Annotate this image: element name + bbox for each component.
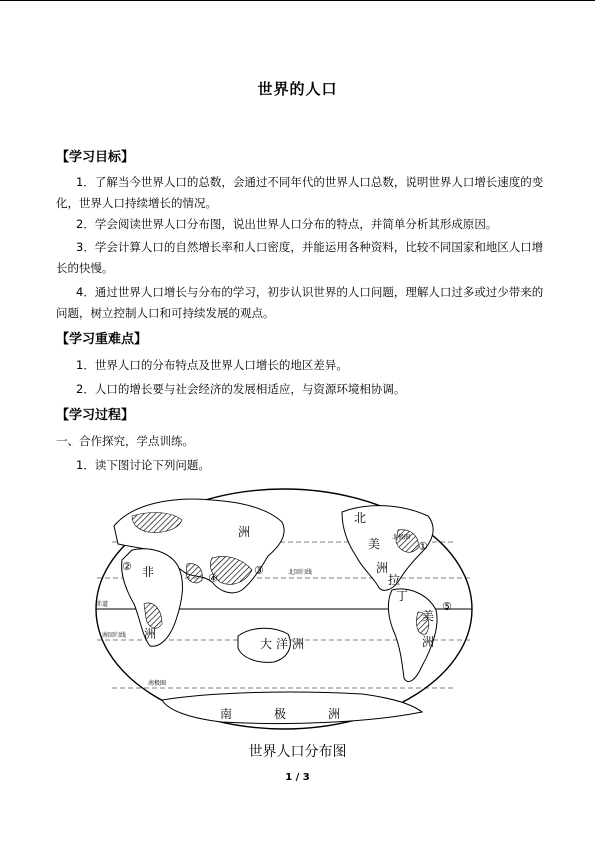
label-tropic-north: 北回归线 [288,569,313,576]
goal-4: 4．通过世界人口增长与分布的学习，初步认识世界的人口问题，理解人口过多或过少带来的问题，树立控制人口和可持续发展的观点。 [56,285,544,320]
section-process: 【学习过程】 [56,408,135,423]
page-title: 世界的人口 [257,80,338,98]
marker-5: ⑤ [442,600,452,613]
marker-4: ④ [208,572,218,585]
label-yang: 洋 [276,637,289,651]
marker-1: ① [418,540,428,553]
label-asia-zhou: 洲 [238,525,251,539]
marker-2: ② [122,560,132,573]
map-caption: 世界人口分布图 [248,744,347,760]
world-population-map [92,486,476,732]
label-tropic-south: 南回归线 [102,632,127,639]
label-equator: 赤道 [96,601,109,608]
label-antarctic: 南极圈 [148,680,167,687]
label-africa: 非 [142,565,155,579]
label-an-zhou: 洲 [328,707,341,721]
label-sa-zhou: 洲 [422,635,435,649]
label-latin: 拉 [388,573,401,587]
label-america: 美 [368,537,381,551]
key-point-1: 1．世界人口的分布特点及世界人口增长的地区差异。 [76,358,348,372]
label-oceania: 大 [260,637,273,651]
label-zhou-na: 洲 [376,561,389,575]
marker-3: ③ [254,564,264,577]
goal-1: 1．了解当今世界人口的总数，会通过不同年代的世界人口总数，说明世界人口增长速度的变化，世界人口持续增长的情况。 [56,175,544,210]
key-point-2: 2．人口的增长要与社会经济的发展相适应，与资源环境相协调。 [76,382,406,396]
label-oc-zhou: 洲 [292,637,305,651]
label-arctic: 北极圈 [392,534,411,541]
goal-3: 3．学会计算人口的自然增长率和人口密度，并能运用各种资料，比较不同国家和地区人口增长的快慢。 [56,240,544,275]
page-number: 1 / 3 [285,772,310,783]
label-north: 北 [354,511,367,525]
label-nan: 南 [220,707,233,721]
label-sa-mei: 美 [422,609,435,623]
section-key-points: 【学习重难点】 [56,332,148,347]
process-sub: 1．读下图讨论下列问题。 [76,458,210,472]
label-zhou-af: 洲 [144,627,157,641]
process-step: 一、合作探究，学点训练。 [56,434,194,448]
label-ji: 极 [274,707,287,721]
section-goals: 【学习目标】 [56,150,135,165]
goal-2: 2．学会阅读世界人口分布图，说出世界人口分布的特点，并简单分析其形成原因。 [76,217,498,231]
header-rule [0,0,595,1]
label-ding: 丁 [396,589,409,603]
